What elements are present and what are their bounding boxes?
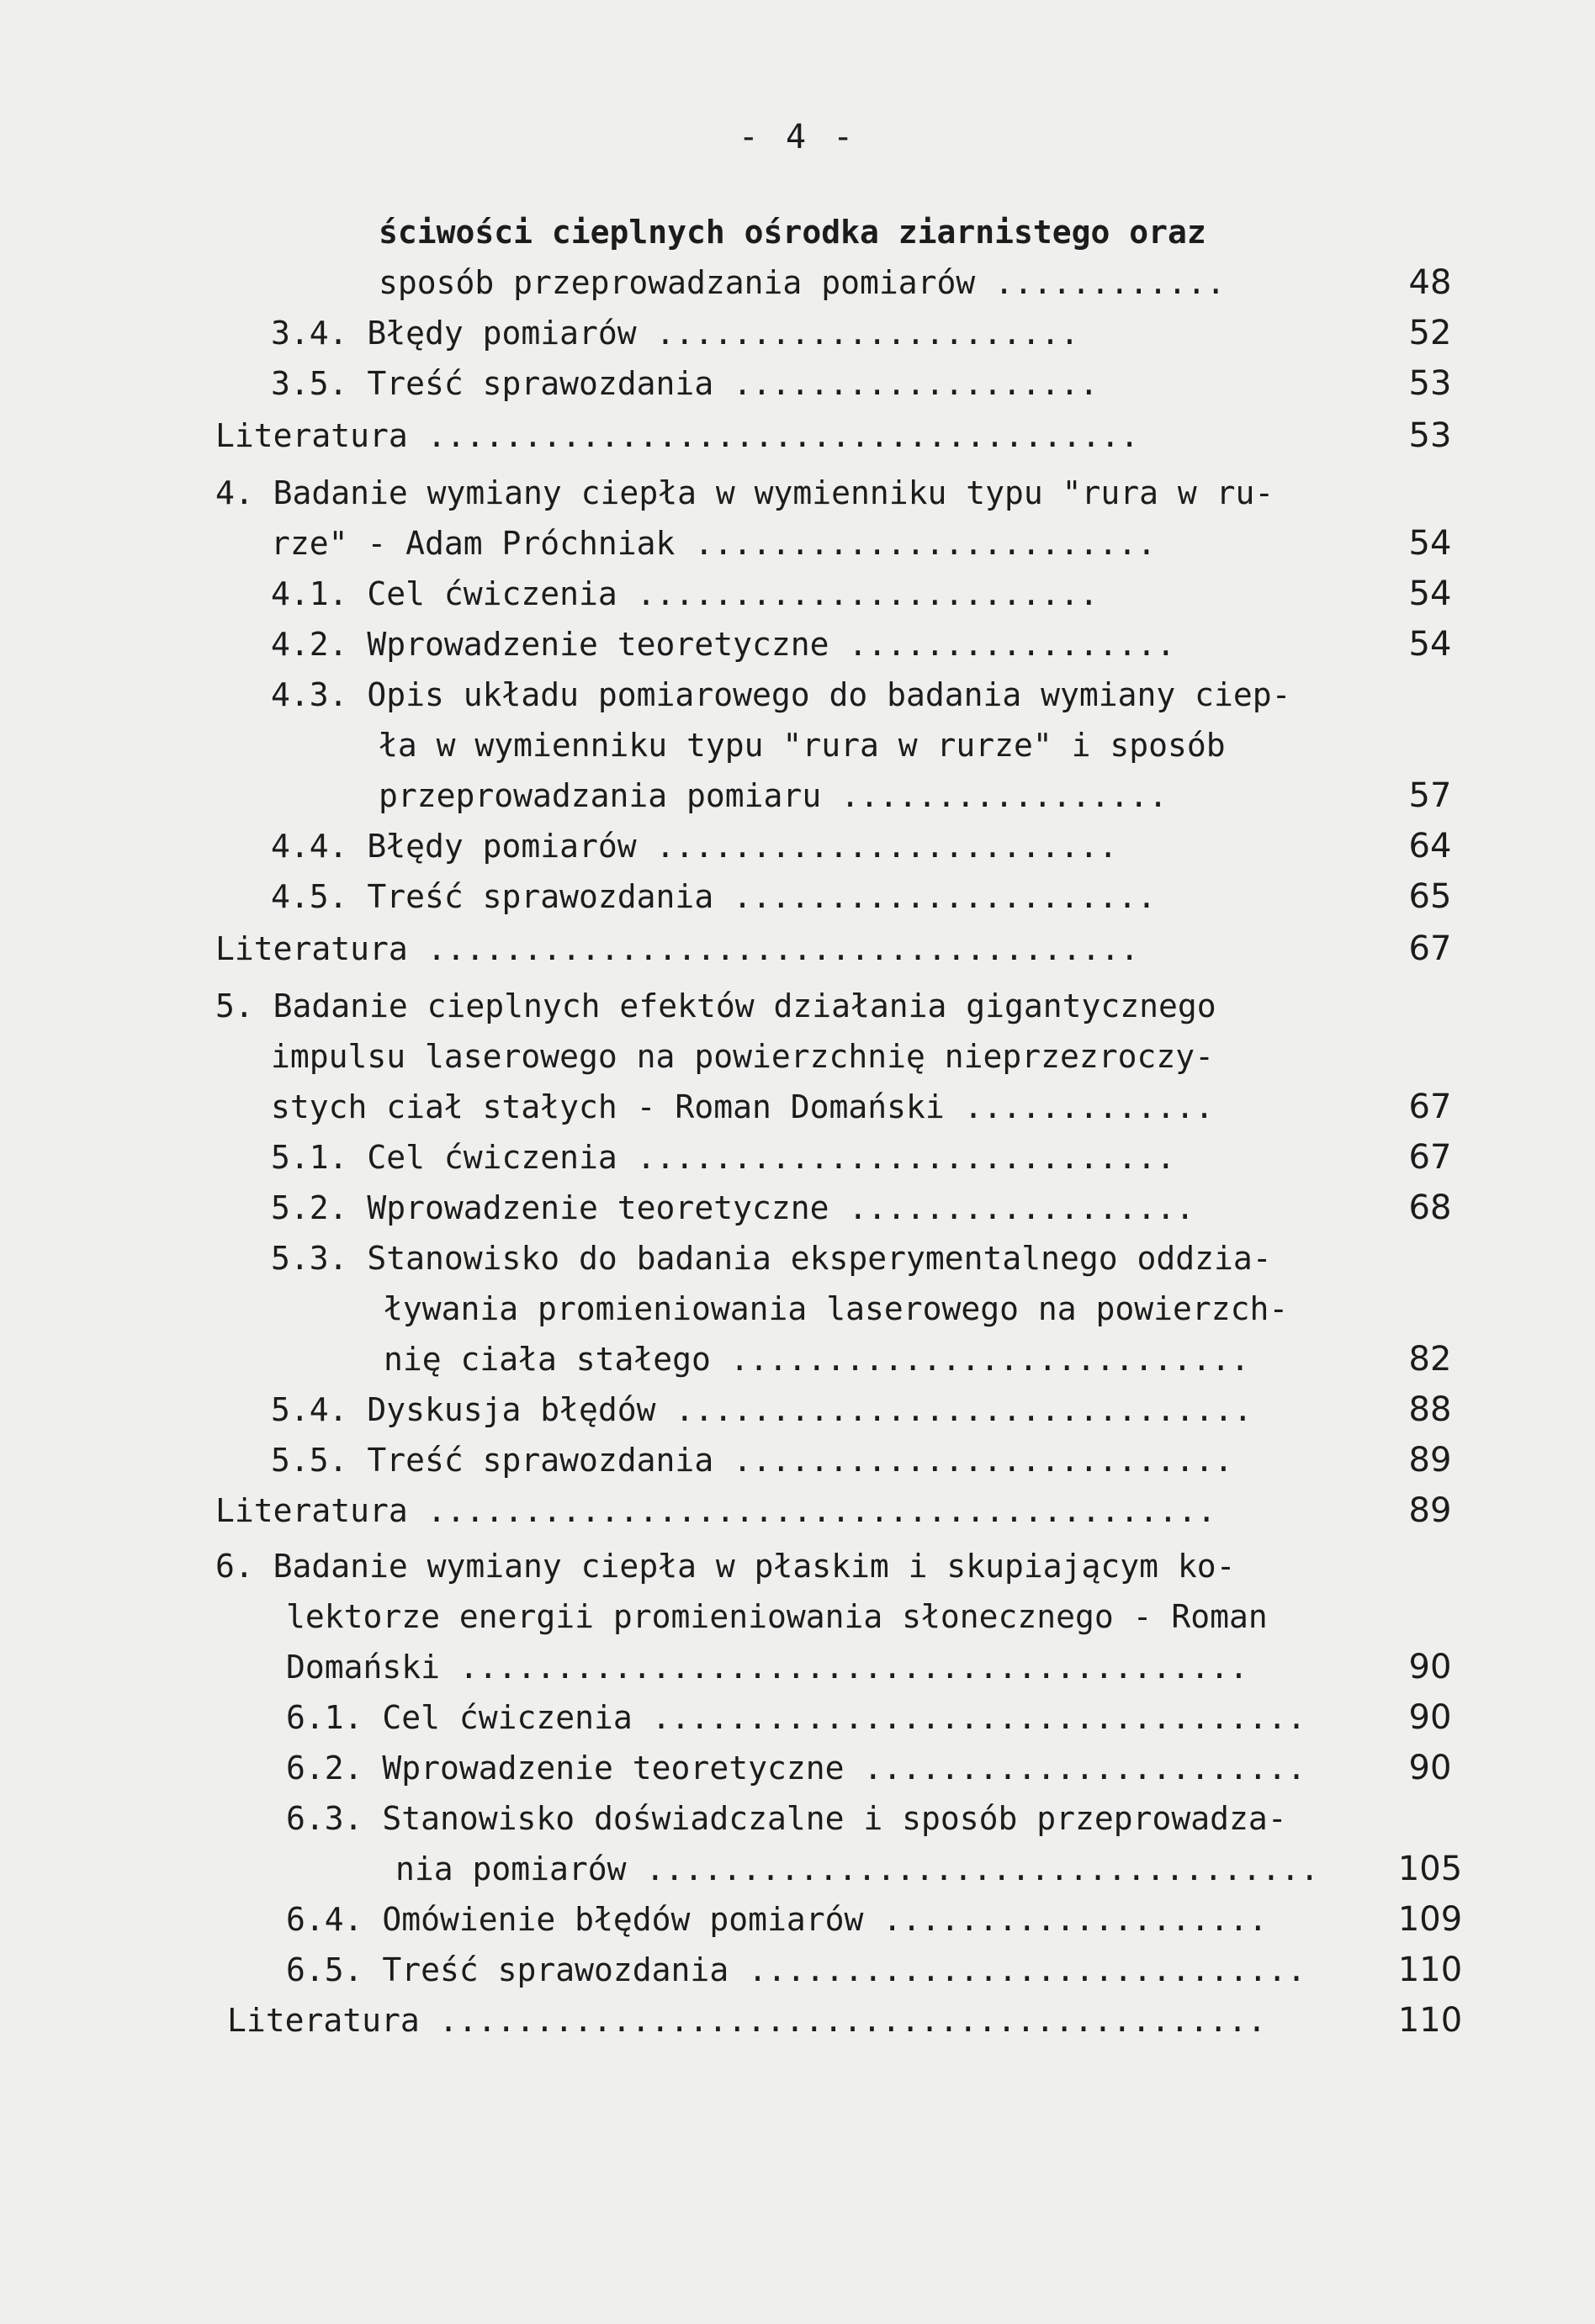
toc-line: nię ciała stałego ........................... (384, 1341, 1250, 1378)
toc-line: 5. Badanie cieplnych efektów działania gigantycznego (215, 987, 1216, 1024)
toc-line: 3.4. Błędy pomiarów ...................... (271, 315, 1079, 352)
toc-line: ściwości cieplnych ośrodka ziarnistego oraz (379, 214, 1206, 251)
toc-line: Literatura ......................................... (215, 1492, 1216, 1529)
toc-page-number: 53 (1408, 364, 1452, 403)
toc-page-number: 67 (1408, 929, 1452, 968)
toc-line: 6.2. Wprowadzenie teoretyczne ....................... (286, 1750, 1306, 1787)
toc-line: Literatura ..................................... (215, 417, 1140, 454)
toc-page-number: 90 (1408, 1749, 1452, 1787)
toc-line: sposób przeprowadzania pomiarów ............ (379, 264, 1226, 301)
toc-page-number: 67 (1408, 1138, 1452, 1177)
toc-line: stych ciał stałych - Roman Domański ............. (271, 1088, 1215, 1125)
toc-page-number: 105 (1397, 1850, 1463, 1888)
toc-page-number: 54 (1408, 524, 1452, 563)
page-number: - 4 - (738, 118, 857, 156)
toc-line: Literatura ..................................... (215, 930, 1140, 967)
toc-line: Domański ......................................... (286, 1649, 1248, 1686)
toc-page-number: 64 (1408, 827, 1452, 866)
toc-line: 5.3. Stanowisko do badania eksperymentalnego oddzia- (271, 1240, 1272, 1277)
toc-line: 5.1. Cel ćwiczenia ............................ (271, 1139, 1176, 1176)
toc-page-number: 68 (1408, 1188, 1452, 1227)
toc-line: 4.3. Opis układu pomiarowego do badania wymiany ciep- (271, 676, 1291, 713)
toc-line: 6. Badanie wymiany ciepła w płaskim i skupiającym ko- (215, 1548, 1236, 1585)
toc-page-number: 53 (1408, 416, 1452, 455)
toc-page-number: 110 (1397, 1951, 1463, 1989)
toc-line: 5.5. Treść sprawozdania .......................... (271, 1442, 1233, 1479)
toc-line: 3.5. Treść sprawozdania ................... (271, 365, 1099, 402)
toc-line: 4.2. Wprowadzenie teoretyczne ................. (271, 626, 1176, 663)
toc-line: 6.1. Cel ćwiczenia .................................. (286, 1699, 1306, 1736)
toc-line: rze" - Adam Próchniak ........................ (271, 525, 1157, 562)
toc-line: impulsu laserowego na powierzchnię nieprzezroczy- (271, 1038, 1215, 1075)
toc-page-number: 57 (1408, 776, 1452, 815)
toc-line: 5.2. Wprowadzenie teoretyczne .................. (271, 1189, 1195, 1226)
toc-line: lektorze energii promieniowania słonecznego - Roman (286, 1598, 1268, 1635)
toc-page-number: 65 (1408, 877, 1452, 916)
toc-line: Literatura ........................................... (227, 2002, 1267, 2039)
toc-line: przeprowadzania pomiaru ................. (379, 777, 1168, 814)
toc-line: 5.4. Dyskusja błędów .............................. (271, 1391, 1253, 1428)
toc-line: 6.3. Stanowisko doświadczalne i sposób przeprowadza- (286, 1800, 1287, 1837)
toc-page-number: 90 (1408, 1698, 1452, 1737)
toc-page-number: 52 (1408, 314, 1452, 352)
toc-line: 4. Badanie wymiany ciepła w wymienniku typu "rura w ru- (215, 474, 1274, 511)
toc-page-number: 54 (1408, 625, 1452, 664)
toc-line: 4.1. Cel ćwiczenia ........................ (271, 575, 1099, 612)
toc-page-number: 90 (1408, 1648, 1452, 1686)
toc-page-number: 89 (1408, 1491, 1452, 1530)
toc-line: ływania promieniowania laserowego na powierzch- (384, 1290, 1289, 1327)
toc-line: ła w wymienniku typu "rura w rurze" i sposób (379, 727, 1226, 764)
toc-line: 6.4. Omówienie błędów pomiarów .................... (286, 1901, 1268, 1938)
toc-page-number: 67 (1408, 1088, 1452, 1126)
toc-page-number: 109 (1397, 1900, 1463, 1939)
toc-line: nia pomiarów ................................... (395, 1850, 1320, 1887)
toc-line: 6.5. Treść sprawozdania ............................. (286, 1951, 1306, 1988)
toc-page-number: 82 (1408, 1340, 1452, 1379)
toc-page-number: 54 (1408, 574, 1452, 613)
toc-page-number: 110 (1397, 2001, 1463, 2040)
toc-page-number: 89 (1408, 1441, 1452, 1480)
toc-page-number: 48 (1408, 263, 1452, 302)
toc-page-number: 88 (1408, 1390, 1452, 1429)
toc-line: 4.4. Błędy pomiarów ........................ (271, 828, 1118, 865)
toc-line: 4.5. Treść sprawozdania ...................... (271, 878, 1157, 915)
